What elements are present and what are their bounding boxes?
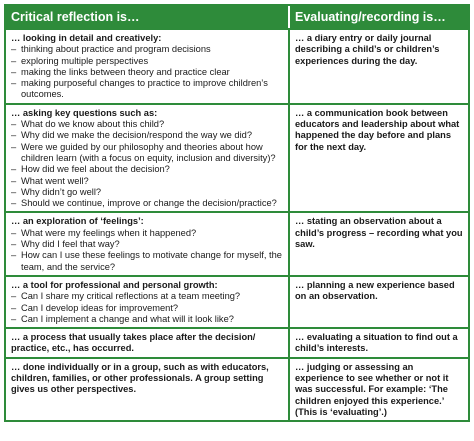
row-heading: … a tool for professional and personal growth:	[11, 279, 218, 290]
comparison-table	[4, 4, 470, 422]
bullet-list	[11, 44, 283, 100]
row-heading: … done individually or in a group, such as with educators, children, families, or other professionals. A group setting gives us other perspectives.	[11, 361, 269, 395]
evaluating-recording-cell: … evaluating a situation to find out a child’s interests.	[295, 332, 458, 354]
table-row	[6, 357, 468, 420]
row-heading: … looking in detail and creatively:	[11, 33, 162, 43]
bullet-item: – How did we feel about the decision?	[11, 164, 283, 175]
critical-reflection-cell	[6, 30, 290, 103]
bullet-list	[11, 228, 283, 273]
bullet-item: – What do we know about this child?	[11, 119, 283, 130]
critical-reflection-cell	[6, 359, 290, 420]
critical-reflection-cell	[6, 329, 290, 357]
table-row	[6, 211, 468, 274]
bullet-item: – making purposeful changes to practice to improve children’s outcomes.	[11, 78, 283, 101]
row-heading: … asking key questions such as:	[11, 107, 158, 118]
bullet-item: – What were my feelings when it happened?	[11, 228, 283, 239]
bullet-list	[11, 291, 283, 325]
evaluating-recording-cell: … a diary entry or daily journal describing a child’s or children’s experiences during the day.	[295, 33, 440, 66]
bullet-item: – Why did we make the decision/respond the way we did?	[11, 130, 283, 141]
bullet-item: – thinking about practice and program decisions	[11, 44, 283, 55]
table-body	[6, 28, 468, 420]
header-evaluating-recording: Evaluating/recording is…	[295, 10, 446, 24]
critical-reflection-cell	[6, 105, 290, 212]
bullet-item: – Were we guided by our philosophy and theories about how children learn (with a focus on equity, inclusion and diversity)?	[11, 142, 283, 165]
table-row	[6, 275, 468, 327]
evaluating-recording-cell: … a communication book between educators and leadership about what happened the day before and plans for the next day.	[295, 107, 460, 152]
bullet-item: – making the links between theory and practice clear	[11, 67, 283, 78]
critical-reflection-cell	[6, 277, 290, 327]
bullet-item: – Can I implement a change and what will it look like?	[11, 314, 283, 325]
bullet-item: – Can I share my critical reflections at a team meeting?	[11, 291, 283, 302]
evaluating-recording-cell: … judging or assessing an experience to see whether or not it was successful. For example: ‘The children enjoyed this experience.’ (This is ‘evaluating’.)	[295, 361, 449, 417]
bullet-item: – Can I develop ideas for improvement?	[11, 303, 283, 314]
bullet-item: – exploring multiple perspectives	[11, 56, 283, 67]
row-heading: … a process that usually takes place after the decision/ practice, etc., has occurred.	[11, 332, 256, 354]
row-heading: … an exploration of ‘feelings’:	[11, 216, 144, 227]
bullet-item: – Why didn’t go well?	[11, 187, 283, 198]
table-header-row	[6, 6, 468, 28]
critical-reflection-cell	[6, 213, 290, 274]
bullet-item: – How can I use these feelings to motivate change for myself, the team, and the service?	[11, 250, 283, 273]
bullet-item: – Why did I feel that way?	[11, 239, 283, 250]
header-critical-reflection: Critical reflection is…	[6, 6, 290, 28]
evaluating-recording-cell: … planning a new experience based on an observation.	[295, 279, 455, 302]
table-row	[6, 103, 468, 212]
bullet-list	[11, 119, 283, 209]
bullet-item: – What went well?	[11, 176, 283, 187]
bullet-item: – Should we continue, improve or change the decision/practice?	[11, 198, 283, 209]
table-row	[6, 28, 468, 103]
evaluating-recording-cell: … stating an observation about a child’s progress – recording what you saw.	[295, 216, 463, 250]
table-row	[6, 327, 468, 357]
